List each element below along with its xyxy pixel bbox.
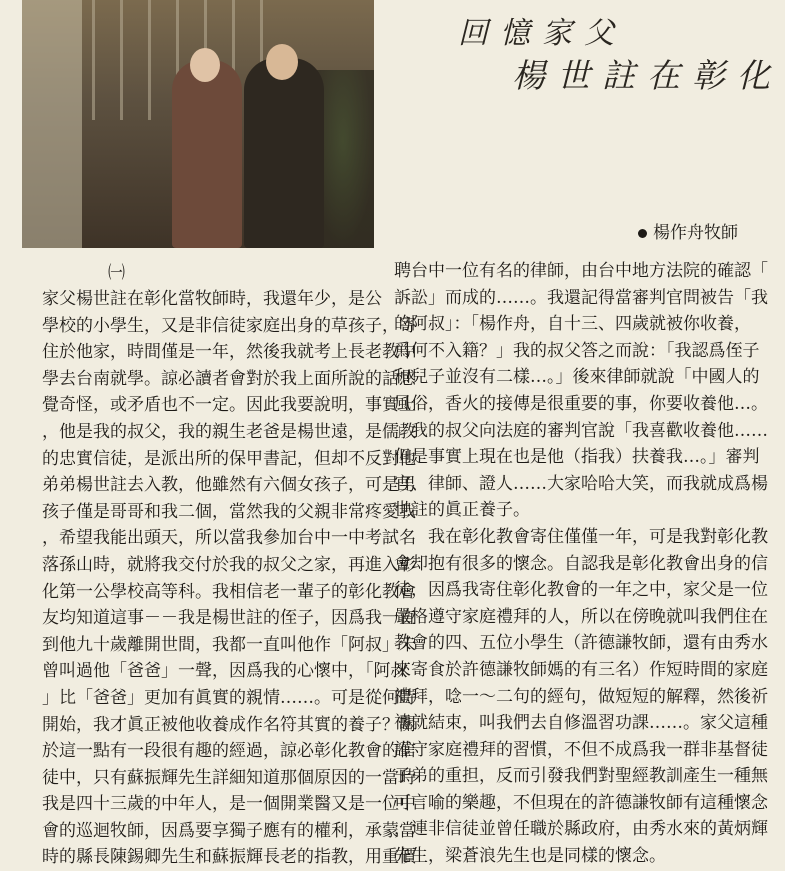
text-line: 風俗，香火的接傳是很重要的事，你要收養他…。 xyxy=(394,393,768,414)
text-line: 但是事實上現在也是他（指我）扶養我…。」審判 xyxy=(394,447,760,468)
family-photo xyxy=(22,0,374,248)
text-line: 來寄食於許德謙牧師媽的有三名）作短時間的家庭 xyxy=(394,659,768,680)
article-title-line2: 楊世註在彰化 xyxy=(512,56,782,95)
bullet-icon xyxy=(638,229,647,238)
section-number: ㈠ xyxy=(108,263,125,283)
text-line: 我在彰化教會寄住僅僅一年，可是我對彰化教 xyxy=(394,526,768,547)
text-line: 學去台南就學。諒必讀者會對於我上面所說的話感 xyxy=(42,368,416,389)
text-line: 的忠實信徒，是派出所的保甲書記，但却不反對他 xyxy=(42,448,416,469)
text-line: 禱就結束，叫我們去自修溫習功課……。家父這種 xyxy=(394,713,768,734)
text-line: ，連非信徒並曾任職於縣政府，由秀水來的黃炳輝 xyxy=(394,819,768,840)
text-line: 和兒子並沒有二樣…。」後來律師就說「中國人的 xyxy=(394,367,760,388)
author-byline xyxy=(638,218,738,243)
photo-man xyxy=(244,58,324,248)
text-line: 時的縣長陳錫卿先生和蘇振輝長老的指教，用重價 xyxy=(42,847,416,868)
text-line: 化第一公學校高等科。我相信老一輩子的彰化教會 xyxy=(42,581,416,602)
text-line: 家父楊世註在彰化當牧師時，我還年少，是公 xyxy=(42,289,382,309)
text-line: 開始，我才眞正被他收養成作名符其實的養子？關 xyxy=(42,714,416,735)
text-line: 教會的四、五位小學生（許德謙牧師，還有由秀水 xyxy=(394,633,768,654)
text-line: 孩子僅是哥哥和我二個，當然我的父親非常疼愛我 xyxy=(42,501,416,522)
text-line: 訴訟」而成的……。我還記得當審判官問被告「我 xyxy=(394,287,768,308)
right-column xyxy=(394,258,772,870)
text-line: 落孫山時，就將我交付於我的叔父之家，再進入彰 xyxy=(42,554,416,575)
text-line: 嚴格遵守家庭禮拜的人，所以在傍晚就叫我們住在 xyxy=(394,606,768,627)
text-line: 於這一點有一段很有趣的經過，諒必彰化教會的信 xyxy=(42,741,416,762)
photo-wall xyxy=(22,0,82,248)
text-line: 子弟的重担，反而引發我們對聖經教訓產生一種無 xyxy=(394,766,768,787)
text-line: 爲何不入籍？」我的叔父答之而說：「我認爲侄子 xyxy=(394,340,760,361)
text-line: 先生，梁蒼浪先生也是同樣的懷念。 xyxy=(394,846,666,867)
author-name: 楊作舟牧師 xyxy=(653,223,738,243)
text-line: 我是四十三歲的中年人，是一個開業醫又是一位中 xyxy=(42,794,416,815)
text-line: 謹守家庭禮拜的習慣，不但不成爲我一群非基督徒 xyxy=(394,739,768,760)
text-line: 覺奇怪，或矛盾也不一定。因此我要說明，事實上 xyxy=(42,395,416,416)
text-line: 聘台中一位有名的律師，由台中地方法院的確認「 xyxy=(394,261,768,281)
text-line: ，他是我的叔父，我的親生老爸是楊世遠，是儒教 xyxy=(42,421,416,442)
article-title-line1: 回憶家父 xyxy=(458,16,626,51)
text-line: ，希望我能出頭天，所以當我參加台中一中考試名 xyxy=(42,528,416,549)
text-line: 可言喻的樂趣，不但現在的許德謙牧師有這種懷念 xyxy=(394,792,768,813)
text-line: 會的巡迴牧師，因爲要享獨子應有的權利，承蒙當 xyxy=(42,820,416,841)
text-line: 弟弟楊世註去入教，他雖然有六個女孩子，可是男 xyxy=(42,475,416,496)
text-line: 世註的眞正養子。 xyxy=(394,500,530,521)
text-line: 學校的小學生，又是非信徒家庭出身的草孩子，寄 xyxy=(42,315,416,336)
text-line: 」我的叔父向法庭的審判官說「我喜歡收養他…… xyxy=(394,420,768,441)
text-line: 曾叫過他「爸爸」一聲，因爲我的心懷中，「阿叔 xyxy=(42,661,408,682)
text-line: 」比「爸爸」更加有眞實的親情……。可是從何時 xyxy=(42,687,416,708)
photo-woman-head xyxy=(190,48,220,82)
text-line: 的阿叔」：「楊作舟，自十三、四歲就被你收養， xyxy=(394,314,751,335)
photo-man-head xyxy=(266,44,298,80)
text-line: 徒中，只有蘇振輝先生詳細知道那個原因的一當時 xyxy=(42,767,416,788)
text-line: 徒，因爲我寄住彰化教會的一年之中，家父是一位 xyxy=(394,580,768,601)
left-column xyxy=(42,286,416,871)
text-line: 友均知道這事－－我是楊世註的侄子，因爲我一直 xyxy=(42,608,416,629)
photo-woman xyxy=(172,60,242,248)
text-line: 住於他家，時間僅是一年，然後我就考上長老教中 xyxy=(42,342,416,363)
text-line: 到他九十歲離開世間，我都一直叫他作「阿叔」未 xyxy=(42,634,416,655)
text-line: 會却抱有很多的懷念。自認我是彰化教會出身的信 xyxy=(394,553,768,574)
text-line: 官、律師、證人……大家哈哈大笑，而我就成爲楊 xyxy=(394,473,768,494)
text-line: 禮拜，唸一～二句的經句，做短短的解釋，然後祈 xyxy=(394,686,768,707)
